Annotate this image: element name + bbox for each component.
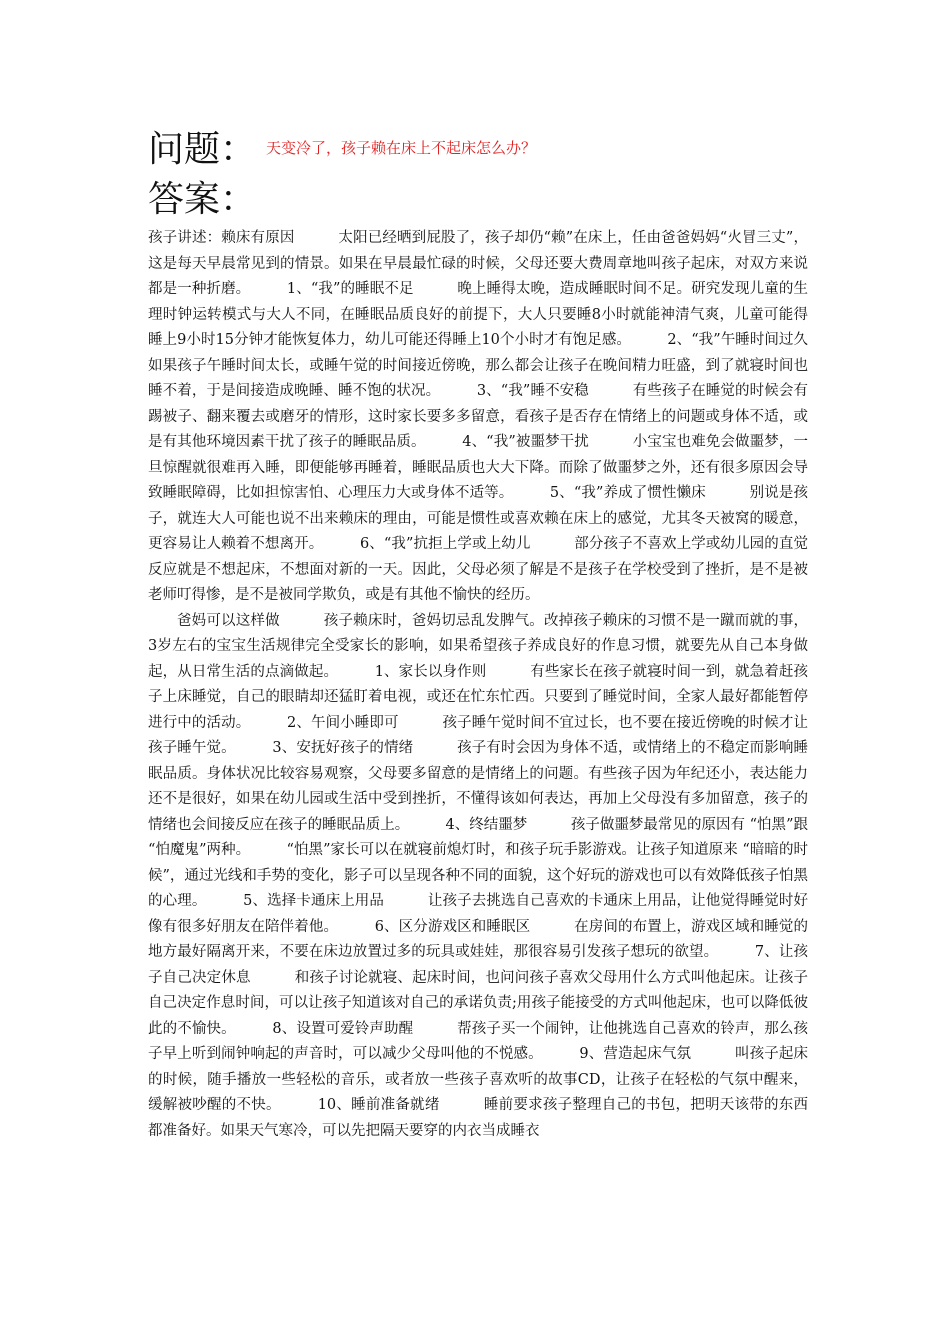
question-label: 问题：	[148, 129, 257, 170]
answer-paragraph-causes: 孩子讲述：赖床有原因 太阳已经晒到屁股了，孩子却仍“赖”在床上，任由爸爸妈妈“火冒三丈”，这是每天早晨常见到的情景。如果在早晨最忙碌的时候，父母还要大费周章地叫孩子起床，对双方来说都是一种折磨。 1、“我”的睡眠不足 晚上睡得太晚，造成睡眠时间不足。研究发现儿童的生理时钟运转模式与大人不同，在睡眠品质良好的前提下，大人只要睡8小时就能神清气爽，儿童可能得睡上9小时15分钟才能恢复体力，幼儿可能还得睡上10个小时才有饱足感。 2、“我”午睡时间过久 如果孩子午睡时间太长，或睡午觉的时间接近傍晚，那么都会让孩子在晚间精力旺盛，到了就寝时间也睡不着，于是间接造成晚睡、睡不饱的状况。 3、“我”睡不安稳 有些孩子在睡觉的时候会有踢被子、翻来覆去或磨牙的情形，这时家长要多多留意，看孩子是否存在情绪上的问题或身体不适，或是有其他环境因素干扰了孩子的睡眠品质。 4、“我”被噩梦干扰 小宝宝也难免会做噩梦，一旦惊醒就很难再入睡，即便能够再睡着，睡眠品质也大大下降。而除了做噩梦之外，还有很多原因会导致睡眠障碍，比如担惊害怕、心理压力大或身体不适等。 5、“我”养成了惯性懒床 别说是孩子，就连大人可能也说不出来赖床的理由，可能是惯性或喜欢赖在床上的感觉，尤其冬天被窝的暖意，更容易让人赖着不想离开。 6、“我”抗拒上学或上幼儿 部分孩子不喜欢上学或幼儿园的直觉反应就是不想起床，不想面对新的一天。因此，父母必须了解是不是孩子在学校受到了挫折，是不是被老师叮得惨，是不是被同学欺负，或是有其他不愉快的经历。	[148, 230, 852, 603]
question-text: 天变冷了，孩子赖在床上不起床怎么办？	[266, 139, 537, 157]
question-row	[148, 126, 838, 178]
answer-body	[148, 226, 852, 1144]
answer-label: 答案：	[148, 179, 257, 220]
answer-paragraph-solutions: 爸妈可以这样做 孩子赖床时，爸妈切忌乱发脾气。改掉孩子赖床的习惯不是一蹴而就的事，3岁左右的宝宝生活规律完全受家长的影响，如果希望孩子养成良好的作息习惯，就要先从自己本身做起，从日常生活的点滴做起。 1、家长以身作则 有些家长在孩子就寝时间一到，就急着赶孩子上床睡觉，自己的眼睛却还猛盯着电视，或还在忙东忙西。只要到了睡觉时间，全家人最好都能暂停进行中的活动。 2、午间小睡即可 孩子睡午觉时间不宜过长，也不要在接近傍晚的时候才让孩子睡午觉。 3、安抚好孩子的情绪 孩子有时会因为身体不适，或情绪上的不稳定而影响睡眠品质。身体状况比较容易观察，父母要多留意的是情绪上的问题。有些孩子因为年纪还小，表达能力还不是很好，如果在幼儿园或生活中受到挫折，不懂得该如何表达，再加上父母没有多加留意，孩子的情绪也会间接反应在孩子的睡眠品质上。 4、终结噩梦 孩子做噩梦最常见的原因有 “怕黑”跟 “怕魔鬼”两种。 “怕黑”家长可以在就寝前熄灯时，和孩子玩手影游戏。让孩子知道原来 “暗暗的时候”，通过光线和手势的变化，影子可以呈现各种不同的面貌，这个好玩的游戏也可以有效降低孩子怕黑的心理。 5、选择卡通床上用品 让孩子去挑选自己喜欢的卡通床上用品，让他觉得睡觉时好像有很多好朋友在陪伴着他。 6、区分游戏区和睡眠区 在房间的布置上，游戏区域和睡觉的地方最好隔离开来，不要在床边放置过多的玩具或娃娃，那很容易引发孩子想玩的欲望。 7、让孩子自己决定休息 和孩子讨论就寝、起床时间，也问问孩子喜欢父母用什么方式叫他起床。让孩子自己决定作息时间，可以让孩子知道该对自己的承诺负责;用孩子能接受的方式叫他起床，也可以降低彼此的不愉快。 8、设置可爱铃声助醒 帮孩子买一个闹钟，让他挑选自己喜欢的铃声，那么孩子早上听到闹钟响起的声音时，可以减少父母叫他的不悦感。 9、营造起床气氛 叫孩子起床的时候，随手播放一些轻松的音乐，或者放一些孩子喜欢听的故事CD，让孩子在轻松的气氛中醒来，缓解被吵醒的不快。 10、睡前准备就绪 睡前要求孩子整理自己的书包，把明天该带的东西都准备好。如果天气寒冷，可以先把隔天要穿的内衣当成睡衣	[148, 612, 808, 1139]
